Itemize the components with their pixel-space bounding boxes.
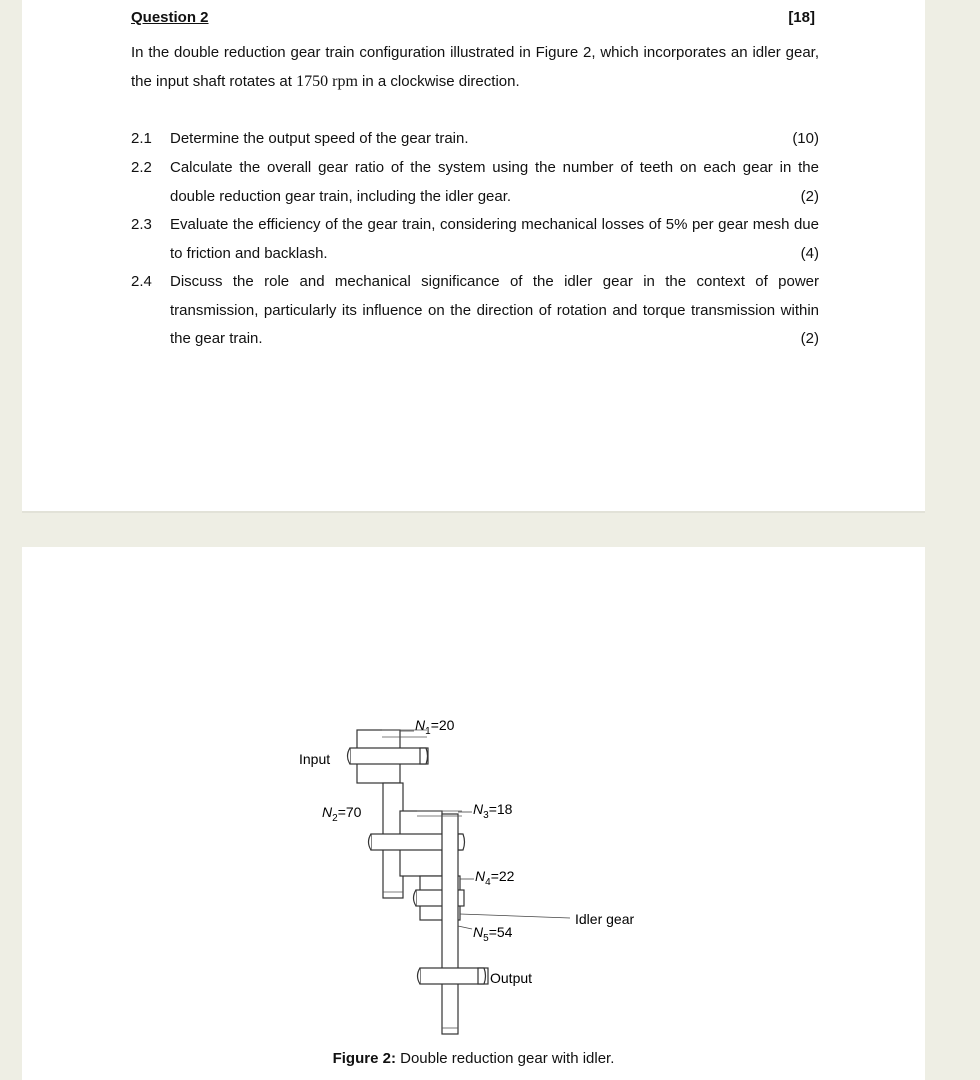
intro-text-after: in a clockwise direction. bbox=[357, 72, 520, 90]
question-title: Question 2 bbox=[131, 9, 209, 26]
n4-label bbox=[475, 868, 515, 888]
subquestion-marks: (10) bbox=[792, 130, 819, 147]
subquestion-text: Evaluate the efficiency of the gear train, considering mechanical losses of 5% per gear mesh due to friction and backlash. bbox=[170, 216, 819, 262]
subquestion-number: 2.2 bbox=[131, 159, 152, 176]
input-shaft-end bbox=[348, 748, 351, 764]
question-intro bbox=[131, 39, 819, 96]
n5-value: =54 bbox=[488, 924, 513, 940]
subquestion-2-1 bbox=[131, 125, 819, 154]
n5-label bbox=[473, 924, 513, 944]
figure-caption-text: Double reduction gear with idler. bbox=[395, 1050, 615, 1067]
intro-text-before: In the double reduction gear train configuration illustrated in Figure 2, which incorporates an idler gear, the input shaft rotates at bbox=[131, 44, 819, 90]
n3-subscript: 3 bbox=[483, 810, 489, 821]
figure-page bbox=[22, 547, 925, 1080]
n1-label bbox=[415, 717, 455, 737]
n4-value: =22 bbox=[490, 868, 515, 884]
subquestion-text: Discuss the role and mechanical significance of the idler gear in the context of power transmission, particularly its influence on the direction of rotation and torque transmission within the gear train. bbox=[170, 273, 819, 347]
n5-symbol: N bbox=[473, 924, 484, 940]
idler-gear-label: Idler gear bbox=[575, 911, 635, 927]
n5-subscript: 5 bbox=[483, 933, 489, 944]
input-shaft bbox=[350, 748, 428, 764]
subquestion-number: 2.3 bbox=[131, 216, 152, 233]
subquestion-marks: (4) bbox=[800, 244, 819, 262]
n5-leader bbox=[458, 926, 472, 929]
idler-leader bbox=[460, 914, 570, 918]
n3-symbol: N bbox=[473, 801, 484, 817]
input-label: Input bbox=[299, 751, 331, 767]
subquestion-text: Determine the output speed of the gear train. bbox=[170, 130, 469, 147]
output-label: Output bbox=[490, 970, 533, 986]
input-speed: 1750 rpm bbox=[296, 72, 358, 90]
intermediate-shaft-bearing bbox=[458, 834, 465, 850]
figure-caption-label: Figure 2: bbox=[332, 1050, 396, 1067]
idler-shaft-end bbox=[414, 890, 417, 906]
subquestion-text: Calculate the overall gear ratio of the system using the number of teeth on each gear in the double reduction gear train, including the idler gear. bbox=[170, 159, 819, 205]
question-page bbox=[22, 0, 925, 513]
subquestion-marks: (2) bbox=[800, 330, 819, 347]
subquestion-2-4 bbox=[131, 268, 819, 354]
subquestion-2-3 bbox=[131, 211, 819, 268]
intermediate-shaft-end bbox=[369, 834, 372, 850]
subquestion-marks: (2) bbox=[800, 187, 819, 205]
output-shaft-end bbox=[418, 968, 421, 984]
n2-symbol: N bbox=[322, 804, 333, 820]
subquestion-number: 2.1 bbox=[131, 130, 152, 147]
figure-caption bbox=[22, 1050, 925, 1067]
n4-symbol: N bbox=[475, 868, 486, 884]
input-shaft-bearing bbox=[420, 748, 428, 764]
n1-value: =20 bbox=[430, 717, 455, 733]
n1-subscript: 1 bbox=[425, 726, 431, 737]
gear-train-diagram bbox=[22, 547, 925, 1080]
gear-5 bbox=[442, 814, 458, 1034]
n3-label bbox=[473, 801, 513, 821]
n2-subscript: 2 bbox=[332, 813, 338, 824]
n2-label bbox=[322, 804, 362, 824]
n4-subscript: 4 bbox=[485, 877, 491, 888]
n1-symbol: N bbox=[415, 717, 426, 733]
output-shaft-bearing bbox=[478, 968, 486, 984]
subquestion-number: 2.4 bbox=[131, 273, 152, 290]
question-total-marks: [18] bbox=[788, 9, 815, 26]
subquestion-2-2 bbox=[131, 154, 819, 211]
n2-value: =70 bbox=[337, 804, 362, 820]
n3-value: =18 bbox=[488, 801, 513, 817]
